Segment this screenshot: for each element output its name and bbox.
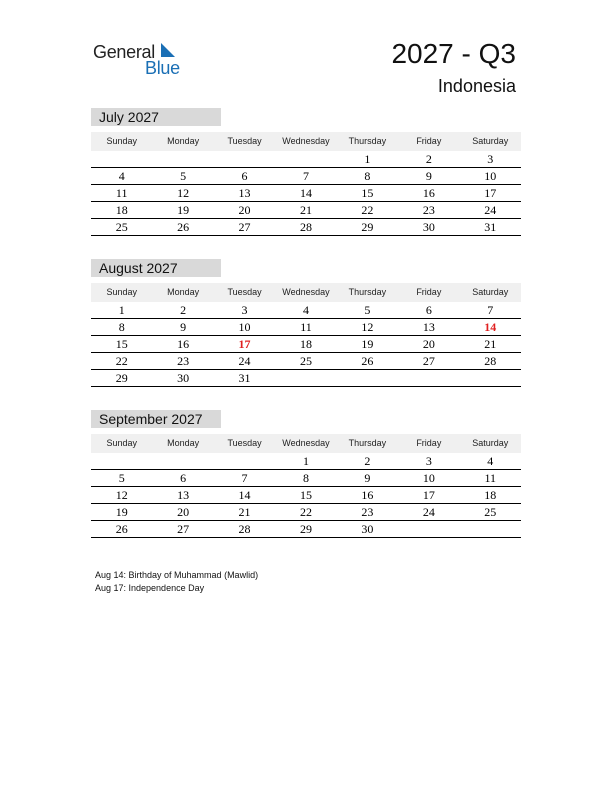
weekday-label: Thursday [348,136,387,146]
weekday-label: Tuesday [227,136,262,146]
weekday-label: Monday [167,136,200,146]
weekday-label: Thursday [348,438,387,448]
weekday-label: Saturday [472,136,509,146]
month-august [91,259,521,387]
holiday-note: Aug 17: Independence Day [95,583,205,593]
date-cell: 22 [115,354,128,368]
month-name: August 2027 [91,259,221,277]
date-cell: 31 [238,371,251,385]
date-cell: 23 [361,505,374,519]
date-cell: 3 [425,454,432,468]
date-cell: 23 [422,203,435,217]
date-cell: 9 [180,320,187,334]
week-row [91,185,521,202]
weekday-label: Tuesday [227,287,262,297]
date-cell: 5 [364,303,371,317]
date-cell: 24 [422,505,435,519]
date-cell: 19 [177,203,190,217]
date-cell: 31 [484,220,497,234]
weekday-label: Friday [416,287,442,297]
date-cell: 4 [302,303,309,317]
week-row [91,319,521,336]
date-cell: 19 [115,505,128,519]
month-name: July 2027 [91,108,221,126]
week-row [91,370,521,387]
date-cell: 26 [115,522,128,536]
week-row [91,487,521,504]
date-cell: 27 [238,220,251,234]
page-title: 2027 - Q3 [391,38,516,69]
month-name: September 2027 [91,410,221,428]
date-cell: 15 [115,337,128,351]
weekday-label: Wednesday [282,438,330,448]
weekday-label: Monday [167,287,200,297]
weekday-label: Sunday [106,438,137,448]
date-cell: 27 [422,354,435,368]
week-row [91,521,521,538]
week-row [91,151,521,168]
date-cell: 11 [115,186,128,200]
date-cell: 18 [484,488,497,502]
date-cell: 23 [177,354,190,368]
date-cell: 12 [177,186,190,200]
date-cell: 24 [238,354,251,368]
date-cell [91,453,152,469]
date-cell [91,151,152,167]
week-row [91,302,521,319]
date-cell: 2 [180,303,187,317]
date-cell: 25 [484,505,497,519]
date-cell: 10 [422,471,435,485]
date-cell [460,370,521,386]
date-cell: 20 [422,337,435,351]
date-cell [398,521,459,537]
date-cell: 16 [361,488,374,502]
date-cell: 5 [118,471,125,485]
holiday-date-cell: 14 [484,320,497,334]
weekday-label: Wednesday [282,136,330,146]
weekday-label: Sunday [106,136,137,146]
date-cell [460,521,521,537]
date-cell: 13 [422,320,435,334]
date-cell: 7 [302,169,309,183]
date-cell: 3 [241,303,248,317]
date-cell: 9 [425,169,432,183]
date-cell [152,453,213,469]
date-cell: 19 [361,337,374,351]
date-cell [275,370,336,386]
date-cell: 14 [238,488,251,502]
date-cell [214,151,275,167]
week-row [91,453,521,470]
month-september [91,410,521,538]
weekday-label: Saturday [472,438,509,448]
generalblue-logo [93,40,193,80]
date-cell: 28 [484,354,497,368]
date-cell: 13 [238,186,251,200]
date-cell: 26 [361,354,374,368]
date-cell: 15 [299,488,312,502]
date-cell: 6 [241,169,248,183]
date-cell: 4 [118,169,125,183]
date-cell: 12 [115,488,128,502]
date-cell: 3 [487,152,494,166]
date-cell: 16 [422,186,435,200]
date-cell: 6 [180,471,187,485]
date-cell: 12 [361,320,374,334]
date-cell: 8 [364,169,371,183]
date-cell: 11 [300,320,312,334]
week-row [91,504,521,521]
date-cell: 22 [299,505,312,519]
date-cell: 6 [425,303,432,317]
date-cell: 2 [364,454,371,468]
date-cell: 16 [177,337,190,351]
date-cell: 9 [364,471,371,485]
date-cell: 30 [422,220,435,234]
date-cell [337,370,398,386]
weekday-label: Wednesday [282,287,330,297]
date-cell: 14 [299,186,312,200]
holiday-notes [95,569,258,595]
date-cell: 7 [487,303,494,317]
weekday-label: Monday [167,438,200,448]
date-cell: 26 [177,220,190,234]
weekday-header [91,434,521,453]
date-cell: 18 [115,203,128,217]
weekday-label: Saturday [472,287,509,297]
week-row [91,202,521,219]
weekday-header [91,283,521,302]
date-cell: 1 [302,454,309,468]
date-cell: 30 [177,371,190,385]
date-cell: 25 [299,354,312,368]
week-row [91,336,521,353]
date-cell: 30 [361,522,374,536]
date-cell: 5 [180,169,187,183]
date-cell [152,151,213,167]
weekday-label: Tuesday [227,438,262,448]
date-cell: 1 [364,152,371,166]
date-cell [214,453,275,469]
date-cell: 21 [484,337,497,351]
date-cell: 29 [299,522,312,536]
weekday-header [91,132,521,151]
holiday-note: Aug 14: Birthday of Muhammad (Mawlid) [95,570,259,580]
date-cell: 8 [118,320,125,334]
week-row [91,168,521,185]
date-cell: 13 [177,488,190,502]
weekday-label: Sunday [106,287,137,297]
date-cell: 2 [425,152,432,166]
date-cell: 15 [361,186,374,200]
date-cell: 25 [115,220,128,234]
holiday-date-cell: 17 [238,337,251,351]
date-cell: 10 [238,320,251,334]
week-row [91,219,521,236]
date-cell: 29 [115,371,128,385]
date-cell: 18 [299,337,312,351]
weekday-label: Thursday [348,287,387,297]
date-cell: 21 [238,505,251,519]
date-cell: 29 [361,220,374,234]
month-july [91,108,521,236]
week-row [91,470,521,487]
logo-triangle-icon [161,43,175,57]
date-cell: 21 [299,203,312,217]
date-cell: 24 [484,203,497,217]
date-cell [275,151,336,167]
logo-text-blue: Blue [145,58,180,78]
weekday-label: Friday [416,438,442,448]
date-cell: 10 [484,169,497,183]
country-name: Indonesia [437,76,516,96]
date-cell: 1 [118,303,125,317]
date-cell: 11 [484,471,497,485]
date-cell: 17 [422,488,435,502]
date-cell [398,370,459,386]
date-cell: 17 [484,186,497,200]
date-cell: 20 [238,203,251,217]
logo-text-general: General [93,42,155,62]
weekday-label: Friday [416,136,442,146]
date-cell: 28 [238,522,251,536]
date-cell: 22 [361,203,374,217]
week-row [91,353,521,370]
date-cell: 4 [487,454,494,468]
date-cell: 7 [241,471,248,485]
date-cell: 28 [299,220,312,234]
date-cell: 27 [177,522,190,536]
date-cell: 8 [302,471,309,485]
date-cell: 20 [177,505,190,519]
